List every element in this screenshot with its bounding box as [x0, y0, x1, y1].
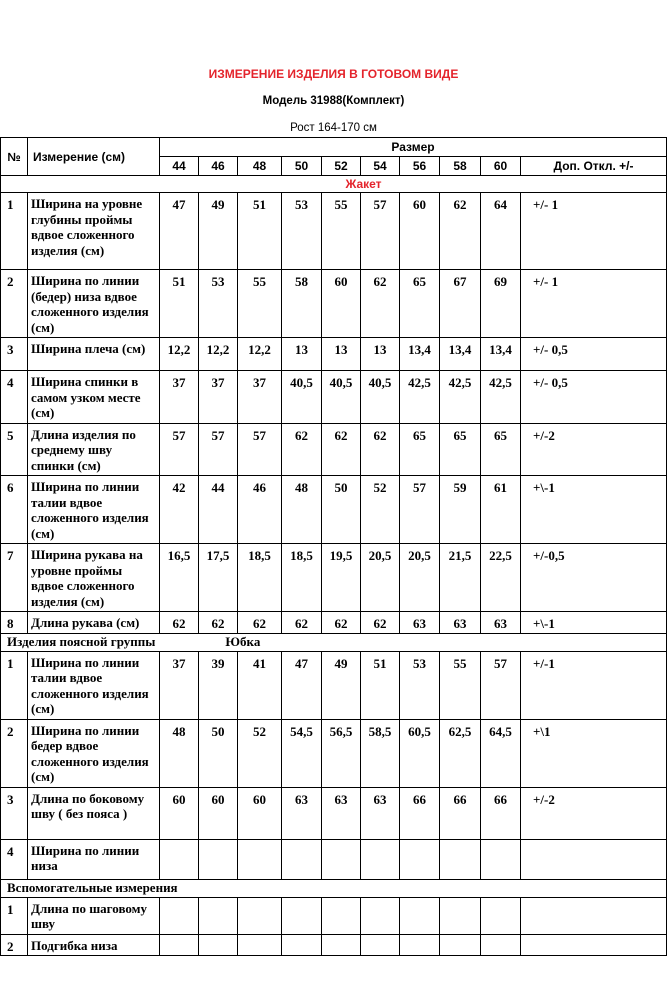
row-number: 7	[1, 544, 28, 612]
row-number: 4	[1, 839, 28, 879]
measurement-value	[238, 897, 282, 934]
measurement-value: 40,5	[322, 371, 361, 424]
measurement-value: 62	[199, 612, 238, 634]
tolerance-value: +/- 0,5	[521, 338, 667, 371]
tolerance-header: Доп. Откл. +/-	[521, 157, 667, 176]
table-row	[1, 371, 667, 424]
section-title: Жакет	[1, 176, 667, 193]
measurement-value	[160, 934, 199, 956]
measurement-value: 62	[361, 270, 400, 338]
measurement-name: Ширина рукава на уровне проймы вдвое сложенного изделия (см)	[28, 544, 160, 612]
table-row	[1, 839, 667, 879]
measurement-value	[282, 897, 322, 934]
row-number: 4	[1, 371, 28, 424]
measurement-value	[160, 839, 199, 879]
measurement-value: 42,5	[440, 371, 481, 424]
tolerance-value: +/- 1	[521, 270, 667, 338]
measurement-value	[400, 839, 440, 879]
size-header: 58	[440, 157, 481, 176]
measurement-value	[361, 839, 400, 879]
measurement-value: 60	[160, 787, 199, 839]
measurement-name: Ширина на уровне глубины проймы вдвое сложенного изделия (см)	[28, 193, 160, 270]
row-number: 5	[1, 423, 28, 476]
section-title-text: Изделия поясной группы	[7, 634, 156, 649]
measurement-name: Ширина по линии талии вдвое сложенного изделия (см)	[28, 651, 160, 719]
measurement-value	[199, 934, 238, 956]
measurement-value	[282, 934, 322, 956]
measurement-value: 55	[322, 193, 361, 270]
measurement-value: 63	[400, 612, 440, 634]
measurement-value: 37	[160, 371, 199, 424]
measurement-value	[400, 897, 440, 934]
measurement-value	[322, 934, 361, 956]
table-row	[1, 897, 667, 934]
measurement-value	[238, 839, 282, 879]
measurement-value: 13	[322, 338, 361, 371]
tolerance-value: +/-0,5	[521, 544, 667, 612]
measurement-value: 18,5	[282, 544, 322, 612]
table-row	[1, 612, 667, 634]
measurement-name: Ширина плеча (см)	[28, 338, 160, 371]
measurement-value	[481, 934, 521, 956]
measurement-value: 59	[440, 476, 481, 544]
measurement-value: 57	[481, 651, 521, 719]
measurement-value: 56,5	[322, 719, 361, 787]
header-number: №	[1, 138, 28, 176]
measurement-value: 54,5	[282, 719, 322, 787]
section-title	[1, 633, 667, 651]
measurement-value: 63	[282, 787, 322, 839]
section-row	[1, 879, 667, 897]
measurement-value	[322, 839, 361, 879]
measurement-value: 62	[322, 612, 361, 634]
measurement-value: 40,5	[282, 371, 322, 424]
measurement-value: 13,4	[440, 338, 481, 371]
measurement-name: Ширина по линии талии вдвое сложенного изделия (см)	[28, 476, 160, 544]
measurement-value: 12,2	[160, 338, 199, 371]
measurement-value: 62	[282, 612, 322, 634]
measurement-value: 37	[199, 371, 238, 424]
measurement-value: 40,5	[361, 371, 400, 424]
tolerance-value: +\-1	[521, 476, 667, 544]
measurement-value: 13	[282, 338, 322, 371]
measurement-value: 65	[481, 423, 521, 476]
tolerance-value: +/- 1	[521, 193, 667, 270]
document-title: ИЗМЕРЕНИЕ ИЗДЕЛИЯ В ГОТОВОМ ВИДЕ	[208, 67, 459, 81]
measurement-value: 44	[199, 476, 238, 544]
measurement-value: 64,5	[481, 719, 521, 787]
row-number: 3	[1, 338, 28, 371]
measurement-value: 55	[440, 651, 481, 719]
measurement-value: 62	[361, 423, 400, 476]
measurement-value: 52	[361, 476, 400, 544]
measurement-name: Длина по шаговому шву	[28, 897, 160, 934]
measurement-value: 46	[238, 476, 282, 544]
size-header: 46	[199, 157, 238, 176]
measurement-table	[0, 137, 667, 956]
measurement-table-body	[1, 138, 667, 956]
measurement-value	[361, 934, 400, 956]
table-row	[1, 787, 667, 839]
model-label: Модель 31988(Комплект)	[262, 95, 405, 107]
measurement-value: 42	[160, 476, 199, 544]
measurement-name: Подгибка низа	[28, 934, 160, 956]
table-row	[1, 719, 667, 787]
measurement-value	[199, 839, 238, 879]
measurement-value: 37	[160, 651, 199, 719]
measurement-value: 51	[238, 193, 282, 270]
measurement-value	[440, 897, 481, 934]
measurement-value	[400, 934, 440, 956]
tolerance-value: +/-1	[521, 651, 667, 719]
measurement-value: 42,5	[481, 371, 521, 424]
measurement-value: 62	[322, 423, 361, 476]
measurement-value: 62	[282, 423, 322, 476]
table-row	[1, 934, 667, 956]
measurement-value	[322, 897, 361, 934]
measurement-value: 41	[238, 651, 282, 719]
measurement-value: 62	[361, 612, 400, 634]
measurement-value: 18,5	[238, 544, 282, 612]
tolerance-value: +\-1	[521, 612, 667, 634]
measurement-value: 13	[361, 338, 400, 371]
header-measurement: Измерение (см)	[28, 138, 160, 176]
row-number: 2	[1, 719, 28, 787]
measurement-value: 57	[400, 476, 440, 544]
measurement-value: 69	[481, 270, 521, 338]
measurement-value: 62	[160, 612, 199, 634]
measurement-name: Длина по боковому шву ( без пояса )	[28, 787, 160, 839]
table-row	[1, 338, 667, 371]
measurement-value: 66	[440, 787, 481, 839]
tolerance-value: +/- 0,5	[521, 371, 667, 424]
measurement-name: Ширина спинки в самом узком месте (см)	[28, 371, 160, 424]
measurement-value: 51	[160, 270, 199, 338]
tolerance-value	[521, 934, 667, 956]
size-header: 50	[282, 157, 322, 176]
measurement-value: 60	[322, 270, 361, 338]
measurement-value	[238, 934, 282, 956]
measurement-value: 60	[400, 193, 440, 270]
measurement-value	[481, 897, 521, 934]
size-header: 44	[160, 157, 199, 176]
measurement-value: 66	[400, 787, 440, 839]
measurement-value: 22,5	[481, 544, 521, 612]
measurement-value: 65	[400, 270, 440, 338]
tolerance-value: +/-2	[521, 423, 667, 476]
measurement-value: 50	[322, 476, 361, 544]
measurement-value: 60	[199, 787, 238, 839]
measurement-value: 62,5	[440, 719, 481, 787]
row-number: 2	[1, 270, 28, 338]
measurement-value: 57	[199, 423, 238, 476]
measurement-value: 63	[322, 787, 361, 839]
row-number: 6	[1, 476, 28, 544]
measurement-value: 53	[400, 651, 440, 719]
table-row	[1, 423, 667, 476]
section-title	[1, 879, 667, 897]
measurement-value: 51	[361, 651, 400, 719]
table-row	[1, 651, 667, 719]
row-number: 1	[1, 897, 28, 934]
measurement-value	[440, 839, 481, 879]
tolerance-value: +/-2	[521, 787, 667, 839]
measurement-value: 13,4	[481, 338, 521, 371]
measurement-value	[361, 897, 400, 934]
tolerance-value: +\1	[521, 719, 667, 787]
tolerance-value	[521, 897, 667, 934]
measurement-value: 39	[199, 651, 238, 719]
measurement-value: 47	[160, 193, 199, 270]
measurement-value: 53	[282, 193, 322, 270]
measurement-name: Ширина по линии бедер вдвое сложенного изделия (см)	[28, 719, 160, 787]
measurement-value: 13,4	[400, 338, 440, 371]
measurement-value: 66	[481, 787, 521, 839]
header-row	[1, 138, 667, 157]
measurement-value: 48	[282, 476, 322, 544]
row-number: 3	[1, 787, 28, 839]
measurement-value: 65	[440, 423, 481, 476]
measurement-value: 48	[160, 719, 199, 787]
table-row	[1, 476, 667, 544]
measurement-name: Ширина по линии (бедер) низа вдвое сложенного изделия (см)	[28, 270, 160, 338]
size-header: 60	[481, 157, 521, 176]
measurement-value: 58	[282, 270, 322, 338]
section-row	[1, 176, 667, 193]
measurement-value: 63	[440, 612, 481, 634]
measurement-value: 49	[322, 651, 361, 719]
tolerance-value	[521, 839, 667, 879]
measurement-value: 20,5	[400, 544, 440, 612]
table-row	[1, 270, 667, 338]
measurement-value: 42,5	[400, 371, 440, 424]
measurement-value: 50	[199, 719, 238, 787]
measurement-name: Длина изделия по среднему шву спинки (см)	[28, 423, 160, 476]
measurement-value	[440, 934, 481, 956]
header-size: Размер	[160, 138, 667, 157]
row-number: 1	[1, 651, 28, 719]
measurement-value: 49	[199, 193, 238, 270]
measurement-value: 60	[238, 787, 282, 839]
measurement-value: 17,5	[199, 544, 238, 612]
section-row	[1, 633, 667, 651]
measurement-value: 47	[282, 651, 322, 719]
measurement-value: 60,5	[400, 719, 440, 787]
measurement-value: 55	[238, 270, 282, 338]
measurement-value: 53	[199, 270, 238, 338]
measurement-value: 63	[361, 787, 400, 839]
size-header: 54	[361, 157, 400, 176]
table-row	[1, 193, 667, 270]
section-title-text: Вспомогательные измерения	[7, 880, 178, 895]
measurement-value: 64	[481, 193, 521, 270]
size-header: 56	[400, 157, 440, 176]
measurement-value: 37	[238, 371, 282, 424]
measurement-value: 57	[361, 193, 400, 270]
table-row	[1, 544, 667, 612]
measurement-value: 65	[400, 423, 440, 476]
size-header: 52	[322, 157, 361, 176]
measurement-value: 19,5	[322, 544, 361, 612]
measurement-value: 20,5	[361, 544, 400, 612]
measurement-value: 21,5	[440, 544, 481, 612]
measurement-value: 62	[238, 612, 282, 634]
measurement-value: 12,2	[238, 338, 282, 371]
measurement-value	[282, 839, 322, 879]
measurement-name: Ширина по линии низа	[28, 839, 160, 879]
measurement-value	[160, 897, 199, 934]
size-header: 48	[238, 157, 282, 176]
measurement-value: 63	[481, 612, 521, 634]
measurement-value: 62	[440, 193, 481, 270]
measurement-value: 57	[160, 423, 199, 476]
measurement-value: 67	[440, 270, 481, 338]
measurement-value: 12,2	[199, 338, 238, 371]
measurement-value: 57	[238, 423, 282, 476]
measurement-value	[199, 897, 238, 934]
row-number: 8	[1, 612, 28, 634]
section-subtitle: Юбка	[225, 634, 261, 649]
measurement-value: 61	[481, 476, 521, 544]
height-range: Рост 164-170 см	[290, 122, 377, 134]
measurement-value: 16,5	[160, 544, 199, 612]
row-number: 1	[1, 193, 28, 270]
measurement-value	[481, 839, 521, 879]
measurement-name: Длина рукава (см)	[28, 612, 160, 634]
row-number: 2	[1, 934, 28, 956]
measurement-value: 52	[238, 719, 282, 787]
measurement-value: 58,5	[361, 719, 400, 787]
